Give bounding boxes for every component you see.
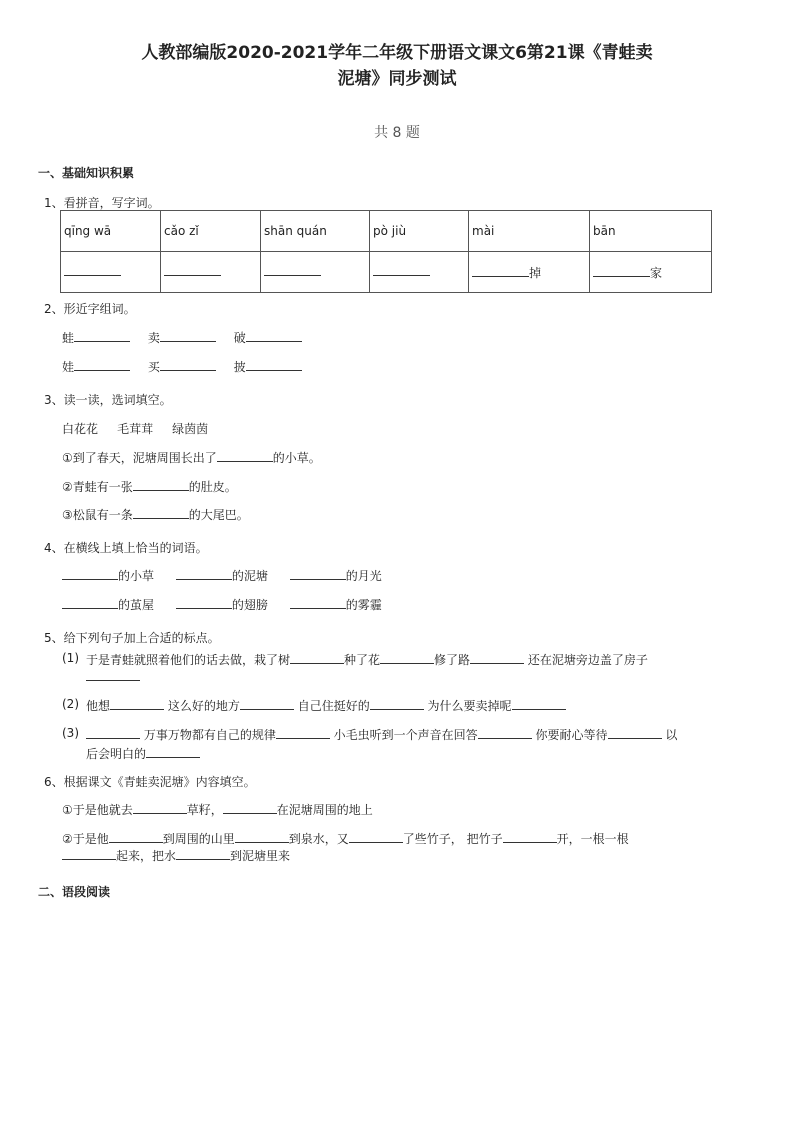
question-4-label: 4、在横线上填上恰当的词语。 xyxy=(44,541,208,555)
answer-blank[interactable] xyxy=(608,726,662,739)
answer-blank[interactable] xyxy=(503,830,557,843)
sentence-text: 这么好的地方 xyxy=(167,699,240,713)
fill-row xyxy=(62,596,382,613)
sentence xyxy=(62,506,249,523)
answer-cell[interactable] xyxy=(469,252,590,293)
sentence-text: 了些竹子， 把竹子 xyxy=(402,832,503,846)
sentence-text: 万事万物都有自己的规律 xyxy=(143,728,276,742)
fill-suffix: 的翅膀 xyxy=(231,598,268,612)
answer-blank[interactable] xyxy=(240,697,294,710)
answer-blank[interactable] xyxy=(110,697,164,710)
answer-blank[interactable] xyxy=(176,567,232,580)
fill-suffix: 的雾霾 xyxy=(345,598,382,612)
answer-blank[interactable] xyxy=(290,596,346,609)
section-heading-2: 二、语段阅读 xyxy=(38,885,111,899)
char: 披 xyxy=(233,360,246,374)
sentence-text: 起来，把水 xyxy=(116,849,177,863)
sentence-text: 草籽， xyxy=(186,803,223,817)
sentence-text: ①到了春天，泥塘周围长出了 xyxy=(62,451,217,465)
sentence-text: 小毛虫听到一个声音在回答 xyxy=(333,728,478,742)
sentence-text: 你要耐心等待 xyxy=(535,728,608,742)
sentence-text: 为什么要卖掉呢 xyxy=(427,699,512,713)
answer-blank[interactable] xyxy=(133,478,189,491)
answer-suffix: 家 xyxy=(650,265,663,280)
answer-blank[interactable] xyxy=(176,596,232,609)
pinyin-table xyxy=(60,210,712,293)
sentence-text: 他想 xyxy=(86,699,111,713)
sentence-text: 的小草。 xyxy=(272,451,321,465)
answer-blank[interactable] xyxy=(160,358,216,371)
answer-blank[interactable] xyxy=(74,358,130,371)
sentence-text: 自己住挺好的 xyxy=(297,699,370,713)
fill-suffix: 的月光 xyxy=(345,569,382,583)
item-number: (2) xyxy=(62,697,79,711)
sentence-text: 种了花 xyxy=(344,653,381,667)
answer-cell[interactable] xyxy=(590,252,712,293)
word-choices: 白花花 毛茸茸 绿茵茵 xyxy=(62,422,209,436)
answer-blank[interactable] xyxy=(64,265,121,276)
section-heading-1: 一、基础知识积累 xyxy=(38,166,135,180)
answer-blank[interactable] xyxy=(176,847,230,860)
answer-blank[interactable] xyxy=(290,651,344,664)
answer-blank[interactable] xyxy=(380,651,434,664)
fill-sentence xyxy=(62,801,373,818)
answer-blank[interactable] xyxy=(276,726,330,739)
question-2-label: 2、形近字组词。 xyxy=(44,302,136,316)
item-number: (1) xyxy=(62,651,79,665)
pinyin-cell: cǎo zǐ xyxy=(161,211,261,252)
fill-row xyxy=(62,567,382,584)
doc-title-line1: 人教部编版2020-2021学年二年级下册语文课文6第21课《青蛙卖 xyxy=(141,43,653,63)
sentence-text: 在泥塘周围的地上 xyxy=(276,803,373,817)
pinyin-cell: bān xyxy=(590,211,712,252)
sentence-text: 的大尾巴。 xyxy=(188,508,249,522)
sentence xyxy=(62,449,321,466)
answer-blank[interactable] xyxy=(133,506,189,519)
answer-blank[interactable] xyxy=(62,567,118,580)
answer-blank[interactable] xyxy=(373,265,430,276)
punctuation-sentence-cont xyxy=(86,745,200,762)
punctuation-sentence-cont xyxy=(86,668,140,684)
answer-cell[interactable] xyxy=(61,252,161,293)
question-5-label: 5、给下列句子加上合适的标点。 xyxy=(44,631,220,645)
word-group-row xyxy=(62,329,302,346)
pinyin-cell: shān quán xyxy=(261,211,370,252)
fill-suffix: 的茧屋 xyxy=(118,598,155,612)
answer-blank[interactable] xyxy=(246,358,302,371)
answer-blank[interactable] xyxy=(62,596,118,609)
punctuation-sentence xyxy=(86,697,566,714)
sentence-text: 后会明白的 xyxy=(86,747,147,761)
answer-blank[interactable] xyxy=(217,449,273,462)
answer-blank[interactable] xyxy=(512,697,566,710)
fill-sentence-cont xyxy=(62,847,290,864)
answer-blank[interactable] xyxy=(86,668,140,681)
sentence-text: ②青蛙有一张 xyxy=(62,480,133,494)
fill-suffix: 的小草 xyxy=(118,569,155,583)
question-1-label: 1、看拼音，写字词。 xyxy=(44,196,160,210)
question-count: 共 8 题 xyxy=(374,125,420,141)
answer-blank[interactable] xyxy=(86,726,140,739)
answer-suffix: 掉 xyxy=(529,265,542,280)
answer-blank[interactable] xyxy=(349,830,403,843)
answer-blank[interactable] xyxy=(74,329,130,342)
sentence-text: 的肚皮。 xyxy=(188,480,237,494)
sentence-text: 于是青蛙就照着他们的话去做，栽了树 xyxy=(86,653,291,667)
sentence-text: 开，一根一根 xyxy=(556,832,629,846)
char: 破 xyxy=(233,331,246,345)
answer-cell[interactable] xyxy=(370,252,469,293)
answer-blank[interactable] xyxy=(370,697,424,710)
answer-blank[interactable] xyxy=(290,567,346,580)
answer-blank[interactable] xyxy=(164,265,221,276)
sentence-text: 以 xyxy=(665,728,678,742)
question-6-label: 6、根据课文《青蛙卖泥塘》内容填空。 xyxy=(44,775,256,789)
sentence-text: ③松鼠有一条 xyxy=(62,508,133,522)
answer-cell[interactable] xyxy=(261,252,370,293)
pinyin-cell: mài xyxy=(469,211,590,252)
answer-blank[interactable] xyxy=(160,329,216,342)
question-3-label: 3、读一读，选词填空。 xyxy=(44,393,172,407)
punctuation-sentence xyxy=(86,651,648,668)
char: 买 xyxy=(147,360,160,374)
sentence xyxy=(62,478,237,495)
answer-blank[interactable] xyxy=(223,801,277,814)
answer-blank[interactable] xyxy=(470,651,524,664)
sentence-text: 到周围的山里 xyxy=(162,832,235,846)
answer-blank[interactable] xyxy=(264,265,321,276)
char: 娃 xyxy=(62,360,75,374)
item-number: (3) xyxy=(62,726,79,740)
answer-blank[interactable] xyxy=(472,266,529,277)
char: 蛙 xyxy=(62,331,75,345)
pinyin-cell: qīng wā xyxy=(61,211,161,252)
answer-blank[interactable] xyxy=(62,847,116,860)
answer-blank[interactable] xyxy=(146,745,200,758)
punctuation-sentence xyxy=(86,726,677,743)
sentence-text: 到泉水，又 xyxy=(288,832,349,846)
sentence-text: ①于是他就去 xyxy=(62,803,133,817)
answer-blank[interactable] xyxy=(109,830,163,843)
doc-title-line2: 泥塘》同步测试 xyxy=(337,69,457,89)
sentence-text: 修了路 xyxy=(434,653,471,667)
char: 卖 xyxy=(147,331,160,345)
answer-blank[interactable] xyxy=(133,801,187,814)
word-group-row xyxy=(62,358,302,375)
pinyin-cell: pò jiù xyxy=(370,211,469,252)
sentence-text: ②于是他 xyxy=(62,832,109,846)
sentence-text: 到泥塘里来 xyxy=(230,849,291,863)
sentence-text: 还在泥塘旁边盖了房子 xyxy=(527,653,648,667)
fill-sentence xyxy=(62,830,629,847)
answer-blank[interactable] xyxy=(593,266,650,277)
answer-blank[interactable] xyxy=(478,726,532,739)
fill-suffix: 的泥塘 xyxy=(231,569,268,583)
answer-blank[interactable] xyxy=(246,329,302,342)
answer-blank[interactable] xyxy=(235,830,289,843)
answer-cell[interactable] xyxy=(161,252,261,293)
